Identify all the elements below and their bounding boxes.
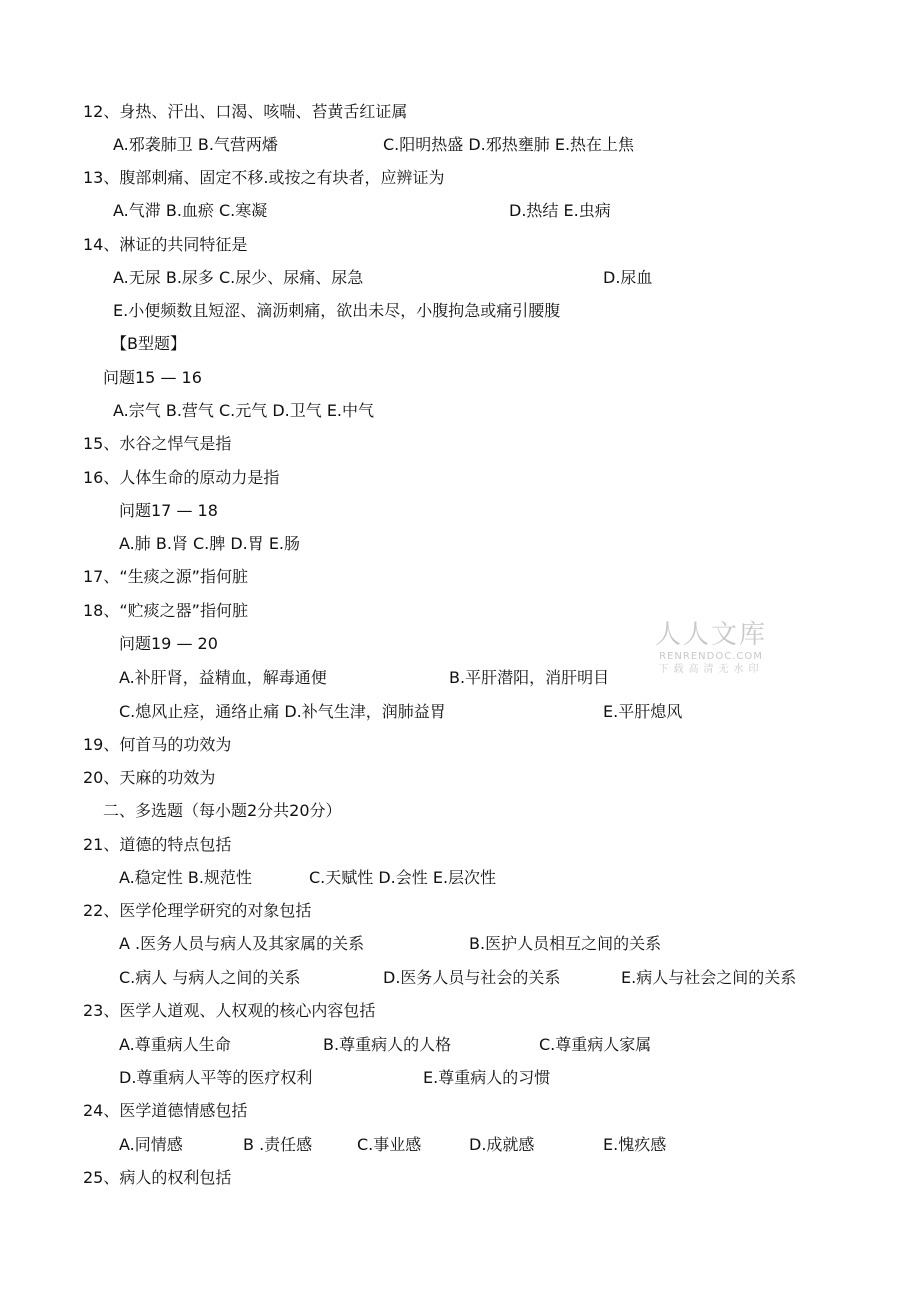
section-heading-b-type: 【B型题】 (111, 334, 186, 353)
question-20: 20、天麻的功效为 (83, 768, 216, 787)
watermark-tagline: 下载高清无水印 (658, 664, 764, 675)
option-line: B .责任感 (243, 1135, 313, 1154)
option-line: D.尊重病人平等的医疗权利 (119, 1068, 313, 1087)
question-13: 13、腹部刺痛、固定不移.或按之有块者，应辨证为 (83, 168, 445, 187)
watermark-title: 人人文库 (654, 620, 767, 650)
option-line: C.事业感 (357, 1135, 422, 1154)
option-line: E.尊重病人的习惯 (423, 1068, 551, 1087)
question-group-label: 问题19 — 20 (119, 634, 218, 653)
question-21: 21、道德的特点包括 (83, 835, 232, 854)
option-line: B.医护人员相互之间的关系 (469, 934, 662, 953)
option-line: E.病人与社会之间的关系 (621, 968, 797, 987)
option-line: A.同情感 (119, 1135, 183, 1154)
option-line: D.热结 E.虫病 (509, 201, 611, 220)
option-line: A.宗气 B.营气 C.元气 D.卫气 E.中气 (113, 401, 375, 420)
question-22: 22、医学伦理学研究的对象包括 (83, 901, 312, 920)
option-line: B.尊重病人的人格 (323, 1035, 452, 1054)
question-15: 15、水谷之悍气是指 (83, 434, 232, 453)
option-line: A .医务人员与病人及其家属的关系 (119, 934, 365, 953)
question-12: 12、身热、汗出、口渴、咳喘、苔黄舌红证属 (83, 102, 408, 121)
option-line: E.愧疚感 (603, 1135, 667, 1154)
question-17: 17、“生痰之源”指何脏 (83, 567, 248, 586)
question-group-label: 问题15 — 16 (103, 368, 202, 387)
option-line: A.补肝肾，益精血，解毒通便 (119, 668, 327, 687)
question-23: 23、医学人道观、人权观的核心内容包括 (83, 1001, 376, 1020)
question-19: 19、何首马的功效为 (83, 735, 232, 754)
question-16: 16、人体生命的原动力是指 (83, 468, 280, 487)
option-line: C.天赋性 D.会性 E.层次性 (309, 868, 497, 887)
option-line: D.尿血 (603, 268, 653, 287)
question-group-label: 问题17 — 18 (119, 501, 218, 520)
option-line: D.医务人员与社会的关系 (383, 968, 561, 987)
option-line: E.小便频数且短涩、滴沥刺痛，欲出未尽，小腹拘急或痛引腰腹 (113, 301, 561, 320)
option-line: C.阳明热盛 D.邪热壅肺 E.热在上焦 (383, 135, 635, 154)
watermark-site: RENRENDOC.COM (659, 651, 763, 662)
option-line: B.平肝潜阳，消肝明目 (449, 668, 610, 687)
option-line: A.气滞 B.血瘀 C.寒凝 (113, 201, 268, 220)
option-line: A.肺 B.肾 C.脾 D.胃 E.肠 (119, 534, 301, 553)
watermark (646, 620, 776, 676)
option-line: D.成就感 (469, 1135, 535, 1154)
question-25: 25、病人的权利包括 (83, 1168, 232, 1187)
option-line: A.尊重病人生命 (119, 1035, 231, 1054)
section-heading-multiple-choice: 二、多选题（每小题2分共20分） (103, 801, 342, 820)
option-line: A.稳定性 B.规范性 (119, 868, 252, 887)
question-14: 14、淋证的共同特征是 (83, 235, 248, 254)
question-18: 18、“贮痰之器”指何脏 (83, 601, 248, 620)
question-24: 24、医学道德情感包括 (83, 1101, 248, 1120)
option-line: C.熄风止痉，通络止痛 D.补气生津，润肺益胃 (119, 702, 446, 721)
option-line: A.无尿 B.尿多 C.尿少、尿痛、尿急 (113, 268, 364, 287)
option-line: A.邪袭肺卫 B.气营两燔 (113, 135, 278, 154)
option-line: C.尊重病人家属 (539, 1035, 652, 1054)
option-line: E.平肝熄风 (603, 702, 683, 721)
option-line: C.病人 与病人之间的关系 (119, 968, 301, 987)
